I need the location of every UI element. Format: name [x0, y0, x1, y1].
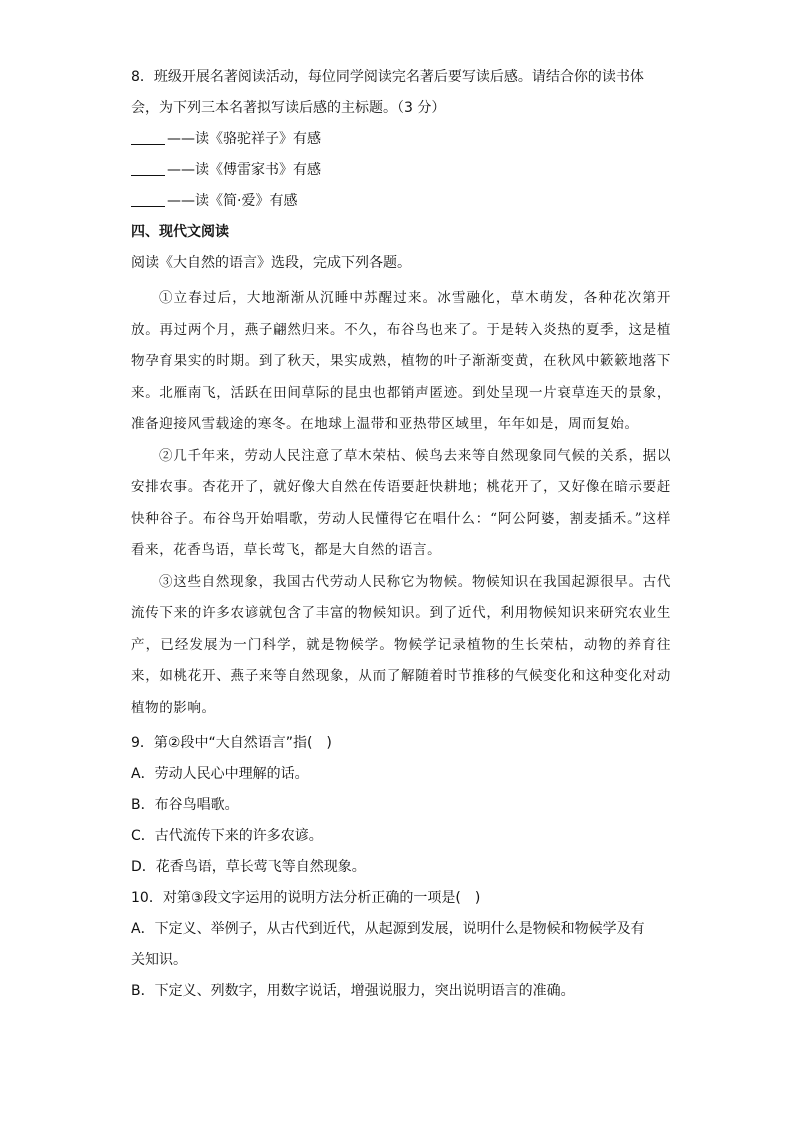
answer-line-3 — [131, 186, 671, 217]
question-8-prompt-line1: 8．班级开展名著阅读活动，每位同学阅读完名著后要写读后感。请结合你的读书体 — [131, 69, 644, 85]
answer-label: ——读《简·爱》有感 — [167, 193, 298, 209]
question-9-option-b: B．布谷鸟唱歌。 — [131, 797, 239, 813]
passage-paragraph-1: ①立春过后，大地渐渐从沉睡中苏醒过来。冰雪融化，草木萌发，各种花次第开放。再过两个月，燕子翩然归来。不久，布谷鸟也来了。于是转入炎热的夏季，这是植物孕育果实的时期。到了秋天，果实成熟，植物的叶子渐渐变黄，在秋风中簌簌地落下来。北雁南飞，活跃在田间草际的昆虫也都销声匿迹。到处呈现一片衰草连天的景象，准备迎接风雪载途的寒冬。在地球上温带和亚热带区域里，年年如是，周而复始。 — [131, 290, 671, 432]
question-10-prompt: 10．对第③段文字运用的说明方法分析正确的一项是( ) — [131, 890, 481, 906]
passage-paragraph-2: ②几千年来，劳动人民注意了草木荣枯、候鸟去来等自然现象同气候的关系，据以安排农事。杏花开了，就好像大自然在传语要赶快耕地；桃花开了，又好像在暗示要赶快种谷子。布谷鸟开始唱歌，劳动人民懂得它在唱什么：“阿公阿婆，割麦插禾。”这样看来，花香鸟语，草长莺飞，都是大自然的语言。 — [131, 447, 671, 558]
question-10 — [131, 883, 671, 1007]
answer-line-2 — [131, 155, 671, 186]
answer-line-1 — [131, 124, 671, 155]
question-10-option-a-line2: 关知识。 — [131, 952, 187, 968]
passage-paragraph-3: ③这些自然现象，我国古代劳动人民称它为物候。物候知识在我国起源很早。古代流传下来的许多农谚就包含了丰富的物候知识。到了近代，利用物候知识来研究农业生产，已经发展为一门科学，就是物候学。物候学记录植物的生长荣枯，动物的养育往来，如桃花开、燕子来等自然现象，从而了解随着时节推移的气候变化和这种变化对动植物的影响。 — [131, 573, 671, 716]
question-10-option-a-line1: A．下定义、举例子，从古代到近代，从起源到发展，说明什么是物候和物候学及有 — [131, 921, 645, 937]
answer-blank[interactable] — [131, 160, 165, 176]
section-heading: 四、现代文阅读 — [131, 224, 229, 240]
reading-instruction: 阅读《大自然的语言》选段，完成下列各题。 — [131, 255, 411, 271]
answer-blank[interactable] — [131, 191, 165, 207]
question-9-prompt: 9．第②段中“大自然语言”指( ) — [131, 735, 332, 751]
question-8-prompt-line2: 会，为下列三本名著拟写读后感的主标题。（3 分） — [131, 100, 446, 116]
question-9-option-c: C．古代流传下来的许多农谚。 — [131, 828, 323, 844]
question-9-option-a: A．劳动人民心中理解的话。 — [131, 766, 309, 782]
answer-label: ——读《傅雷家书》有感 — [167, 162, 321, 178]
question-9-option-d: D．花香鸟语，草长莺飞等自然现象。 — [131, 859, 366, 875]
reading-passage — [131, 283, 671, 724]
answer-label: ——读《骆驼祥子》有感 — [167, 131, 321, 147]
document-page — [131, 62, 671, 1007]
question-9 — [131, 728, 671, 883]
question-8 — [131, 62, 671, 217]
question-10-option-b: B．下定义、列数字，用数字说话，增强说服力，突出说明语言的准确。 — [131, 983, 575, 999]
answer-blank[interactable] — [131, 129, 165, 145]
